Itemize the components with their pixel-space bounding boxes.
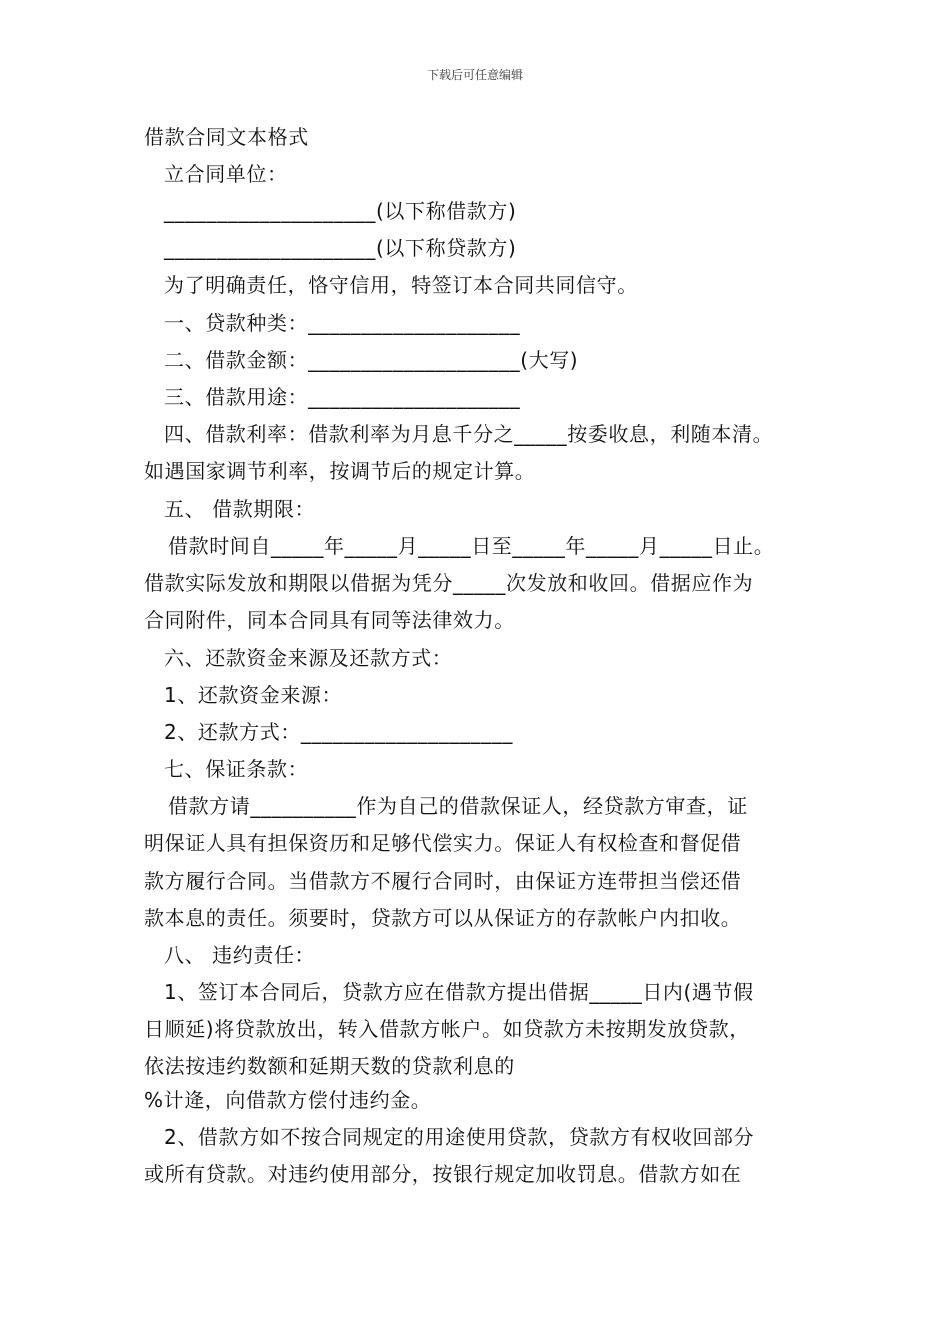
clause-interest-rate-cont: 如遇国家调节利率，按调节后的规定计算。	[144, 459, 536, 483]
lender-blank-line: ____________________(以下称贷款方)	[164, 236, 517, 260]
clause-breach-2-text-1: 2、借款方如不按合同规定的用途使用贷款，贷款方有权收回部分	[164, 1125, 755, 1149]
clause-loan-term-dates: 借款时间自_____年_____月_____日至_____年_____月_____日止。	[168, 534, 775, 558]
clause-loan-term-text-1: 借款实际发放和期限以借据为凭分_____次发放和收回。借据应作为	[144, 571, 754, 595]
clause-loan-type: 一、贷款种类：____________________	[164, 311, 521, 335]
page-header-note: 下载后可任意编辑	[426, 68, 523, 82]
clause-guarantee-text-1: 借款方请__________作为自己的借款保证人，经贷款方审查，证	[168, 794, 748, 818]
clause-loan-term-heading: 五、 借款期限：	[164, 497, 316, 521]
clause-breach-1-text-3: 依法按违约数额和延期天数的贷款利息的	[144, 1054, 515, 1078]
clause-interest-rate: 四、借款利率：借款利率为月息千分之_____按委收息，利随本清。	[164, 422, 774, 446]
clause-breach-2-text-2: 或所有贷款。对违约使用部分，按银行规定加收罚息。借款方如在	[144, 1162, 742, 1186]
clause-breach-1-text-4: %计逄，向借款方偿付违约金。	[144, 1088, 432, 1112]
clause-breach-heading: 八、 违约责任：	[164, 943, 316, 967]
clause-guarantee-text-2: 明保证人具有担保资历和足够代偿实力。保证人有权检查和督促借	[144, 831, 742, 855]
clause-guarantee-text-3: 款方履行合同。当借款方不履行合同时，由保证方连带担当偿还借	[144, 869, 742, 893]
clause-loan-term-text-2: 合同附件，同本合同具有同等法律效力。	[144, 608, 515, 632]
clause-guarantee-heading: 七、保证条款：	[164, 757, 309, 781]
clause-loan-purpose: 三、借款用途：____________________	[164, 385, 521, 409]
clause-repayment-method: 2、还款方式：____________________	[164, 720, 513, 744]
preamble-text: 为了明确责任，恪守信用，特签订本合同共同信守。	[164, 273, 638, 297]
clause-breach-1-text-1: 1、签订本合同后，贷款方应在借款方提出借据_____日内(遇节假	[164, 980, 754, 1004]
document-title: 借款合同文本格式	[144, 125, 309, 149]
borrower-blank-line: ____________________(以下称借款方)	[164, 199, 517, 223]
contract-parties-label: 立合同单位：	[164, 162, 288, 186]
clause-repayment-heading: 六、还款资金来源及还款方式：	[164, 646, 453, 670]
clause-repayment-source: 1、还款资金来源：	[164, 683, 343, 707]
clause-loan-amount: 二、借款金额：____________________(大写)	[164, 348, 579, 372]
clause-breach-1-text-2: 日顺延)将贷款放出，转入借款方帐户。如贷款方未按期发放贷款，	[144, 1017, 750, 1041]
clause-guarantee-text-4: 款本息的责任。须要时，贷款方可以从保证方的存款帐户内扣收。	[144, 906, 742, 930]
